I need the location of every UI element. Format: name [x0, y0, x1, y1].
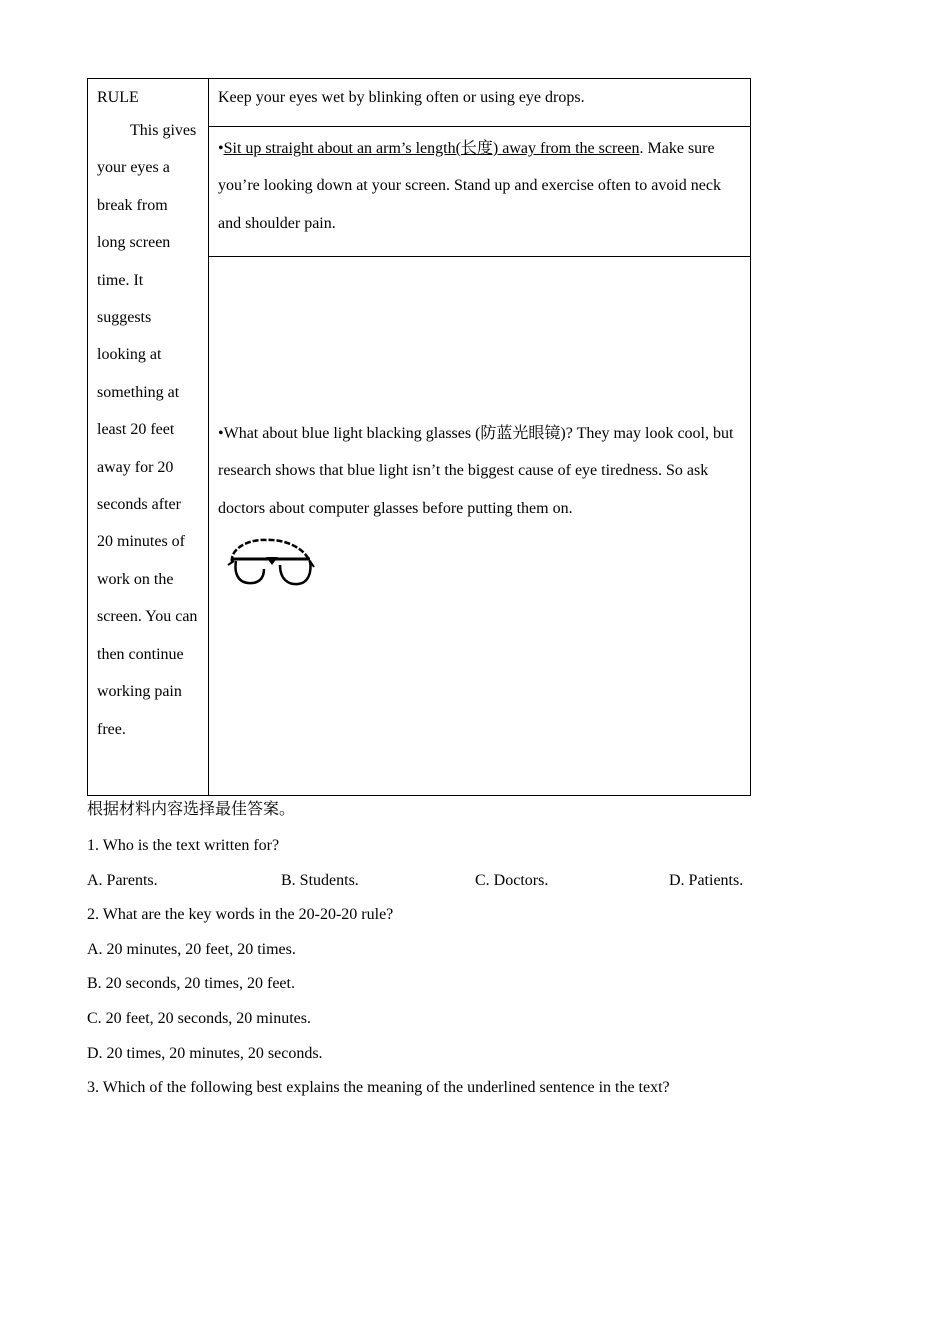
question-3: 3. Which of the following best explains the meaning of the underlined sentence in the text?	[87, 1079, 670, 1097]
option-d: D. Patients.	[669, 871, 744, 889]
glasses-icon	[226, 535, 316, 591]
question-2-option-b: B. 20 seconds, 20 times, 20 feet.	[87, 975, 295, 993]
option-a: A. Parents.	[87, 871, 158, 889]
option-b: B. Students.	[281, 871, 359, 889]
tip-blue-light	[209, 257, 750, 795]
question-1: 1. Who is the text written for?	[87, 837, 280, 854]
tip-eye-drops: Keep your eyes wet by blinking often or using eye drops.	[209, 79, 750, 127]
instruction: 根据材料内容选择最佳答案。	[87, 801, 296, 818]
rule-column	[88, 79, 209, 795]
tip-posture	[209, 127, 750, 257]
tip-blue-light-text: •What about blue light blacking glasses (防蓝光眼镜)? They may look cool, but research shows that blue light isn’t the biggest cause of eye tiredness. So ask doctors about computer glasses before putting them on.	[218, 425, 734, 517]
question-2-option-c: C. 20 feet, 20 seconds, 20 minutes.	[87, 1009, 311, 1027]
rule-label: RULE	[97, 89, 139, 106]
question-1-options	[87, 869, 767, 904]
rule-description: This gives your eyes a break from long screen time. It suggests looking at something at least 20 feet away for 20 seconds after 20 minutes of work on the screen. You can then continue working pain free.	[97, 122, 198, 738]
question-2-option-d: D. 20 times, 20 minutes, 20 seconds.	[87, 1044, 323, 1062]
option-c: C. Doctors.	[475, 871, 549, 889]
question-2-option-a: A. 20 minutes, 20 feet, 20 times.	[87, 940, 296, 958]
bullet: •	[218, 140, 224, 157]
tip-posture-rest: . Make sure you’re looking down at your screen. Stand up and exercise often to avoid neck and shoulder pain.	[218, 140, 721, 232]
questions-section	[87, 798, 767, 1111]
underlined-sentence: Sit up straight about an arm’s length(长度) away from the screen	[223, 140, 640, 157]
question-2: 2. What are the key words in the 20-20-20 rule?	[87, 906, 394, 924]
rule-table	[87, 78, 751, 796]
